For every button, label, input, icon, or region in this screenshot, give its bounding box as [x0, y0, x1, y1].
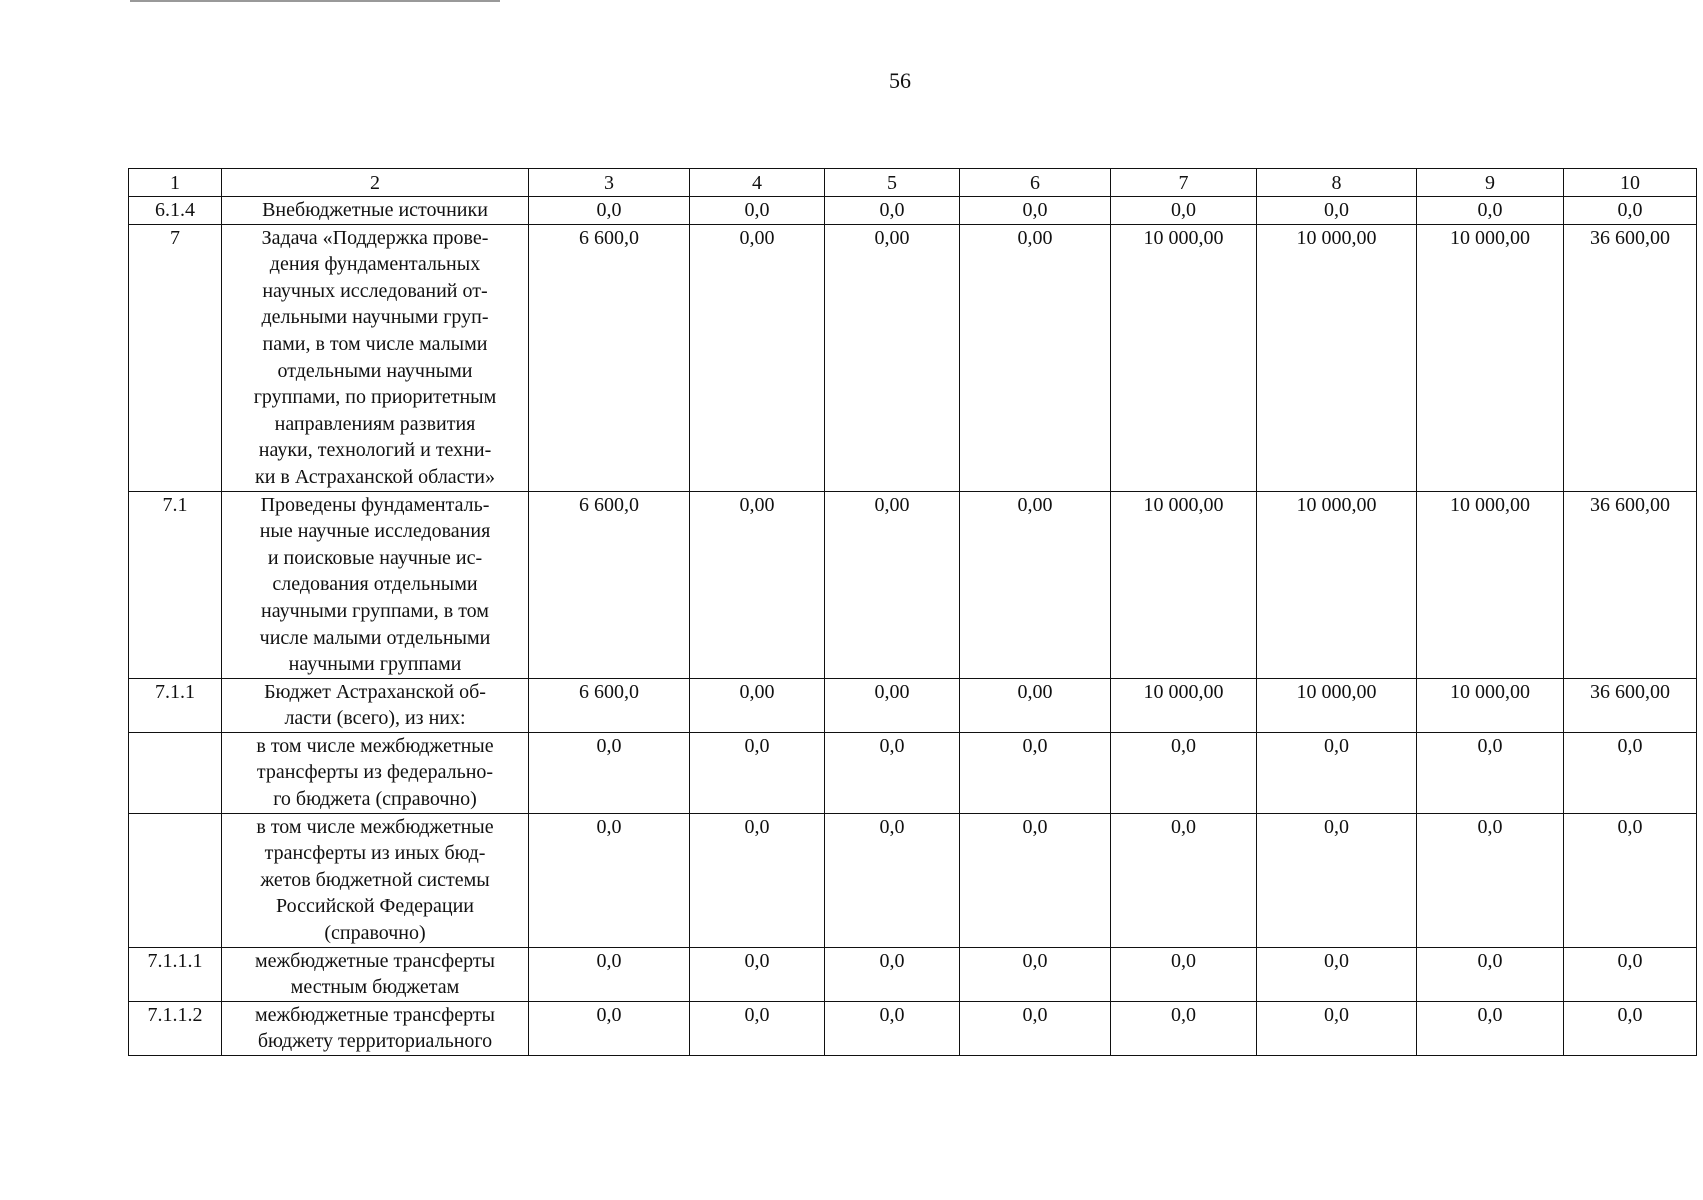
value-cell: 0,0: [1257, 732, 1417, 813]
value-cell: 0,0: [1564, 947, 1697, 1001]
value-cell: 0,0: [1417, 1001, 1564, 1055]
table-row: [129, 1001, 1697, 1055]
row-number-cell: [129, 813, 222, 947]
description-cell: [222, 678, 529, 732]
description-line: и поисковые научные ис-: [267, 546, 483, 569]
description-line: числе малыми отдельными: [259, 626, 491, 649]
description-line: науки, технологий и техни-: [258, 439, 492, 462]
description-line: Бюджет Астраханской об-: [264, 680, 486, 703]
description-line: ласти (всего), из них:: [284, 707, 466, 730]
value-cell: 0,0: [1111, 197, 1257, 225]
value-cell: 0,0: [825, 197, 960, 225]
value-cell: 0,0: [1417, 947, 1564, 1001]
description-line: Задача «Поддержка прове-: [261, 226, 489, 249]
description-cell: [222, 224, 529, 491]
header-cell: 1: [129, 169, 222, 197]
value-cell: 0,0: [690, 197, 825, 225]
value-cell: 0,0: [529, 197, 690, 225]
row-number-cell: 7.1.1: [129, 678, 222, 732]
value-cell: 0,0: [1564, 197, 1697, 225]
description-line: (справочно): [324, 922, 426, 945]
row-number-cell: [129, 732, 222, 813]
value-cell: 0,0: [690, 947, 825, 1001]
description-line: научными группами, в том: [261, 599, 489, 622]
value-cell: 0,0: [1257, 1001, 1417, 1055]
description-line: группами, по приоритетным: [253, 386, 497, 409]
value-cell: 10 000,00: [1417, 491, 1564, 678]
table-row: [129, 678, 1697, 732]
description-line: межбюджетные трансферты: [255, 949, 495, 972]
value-cell: 0,00: [690, 678, 825, 732]
value-cell: 0,0: [690, 732, 825, 813]
description-line: дения фундаментальных: [269, 253, 481, 276]
description-line: в том числе межбюджетные: [256, 734, 494, 757]
value-cell: 6 600,0: [529, 491, 690, 678]
description-line: го бюджета (справочно): [273, 788, 477, 811]
value-cell: 10 000,00: [1257, 678, 1417, 732]
value-cell: 0,00: [960, 678, 1111, 732]
row-number-cell: 6.1.4: [129, 197, 222, 225]
description-line: Внебюджетные источники: [262, 199, 488, 221]
value-cell: 0,0: [1257, 813, 1417, 947]
value-cell: 0,0: [1111, 947, 1257, 1001]
description-line: направлениям развития: [274, 412, 476, 435]
value-cell: 10 000,00: [1257, 224, 1417, 491]
row-number-cell: 7.1.1.2: [129, 1001, 222, 1055]
description-line: бюджету территориального: [257, 1030, 493, 1053]
value-cell: 10 000,00: [1111, 224, 1257, 491]
value-cell: 0,0: [960, 1001, 1111, 1055]
description-line: научных исследований от-: [262, 279, 488, 302]
header-cell: 2: [222, 169, 529, 197]
value-cell: 0,00: [690, 491, 825, 678]
value-cell: 0,00: [825, 491, 960, 678]
value-cell: 0,0: [1417, 813, 1564, 947]
table-row: [129, 491, 1697, 678]
value-cell: 36 600,00: [1564, 491, 1697, 678]
table-row: [129, 813, 1697, 947]
value-cell: 0,0: [529, 1001, 690, 1055]
value-cell: 0,0: [960, 947, 1111, 1001]
table-body: [129, 169, 1697, 1056]
value-cell: 0,0: [690, 813, 825, 947]
value-cell: 10 000,00: [1417, 224, 1564, 491]
description-cell: [222, 491, 529, 678]
budget-table: [128, 168, 1697, 1056]
table-row: [129, 224, 1697, 491]
value-cell: 0,0: [1111, 1001, 1257, 1055]
value-cell: 0,00: [960, 491, 1111, 678]
header-cell: 9: [1417, 169, 1564, 197]
value-cell: 0,0: [960, 732, 1111, 813]
description-line: ные научные исследования: [259, 520, 491, 543]
table-row: [129, 947, 1697, 1001]
description-line: Проведены фундаменталь-: [260, 493, 490, 516]
description-line: ки в Астраханской области»: [255, 465, 495, 488]
value-cell: 0,0: [960, 813, 1111, 947]
value-cell: 0,0: [1257, 947, 1417, 1001]
description-line: межбюджетные трансферты: [255, 1003, 495, 1026]
value-cell: 0,0: [1417, 732, 1564, 813]
description-line: пами, в том числе малыми: [262, 332, 488, 355]
header-cell: 10: [1564, 169, 1697, 197]
description-cell: [222, 813, 529, 947]
description-line: отдельными научными: [277, 359, 473, 382]
value-cell: 0,0: [1417, 197, 1564, 225]
description-line: Российской Федерации: [275, 895, 475, 918]
value-cell: 0,00: [825, 678, 960, 732]
value-cell: 0,0: [825, 813, 960, 947]
value-cell: 10 000,00: [1111, 491, 1257, 678]
description-line: жетов бюджетной системы: [260, 868, 490, 891]
header-cell: 3: [529, 169, 690, 197]
value-cell: 0,0: [1564, 813, 1697, 947]
description-line: трансферты из иных бюд-: [264, 842, 486, 865]
value-cell: 10 000,00: [1257, 491, 1417, 678]
page-number: 56: [889, 68, 911, 93]
header-cell: 5: [825, 169, 960, 197]
header-cell: 6: [960, 169, 1111, 197]
description-line: дельными научными груп-: [261, 306, 489, 329]
header-cell: 4: [690, 169, 825, 197]
description-cell: [222, 947, 529, 1001]
value-cell: 0,0: [690, 1001, 825, 1055]
top-rule: [130, 0, 500, 2]
value-cell: 0,00: [825, 224, 960, 491]
header-cell: 8: [1257, 169, 1417, 197]
value-cell: 6 600,0: [529, 678, 690, 732]
value-cell: 0,0: [529, 732, 690, 813]
value-cell: 0,0: [960, 197, 1111, 225]
description-line: следования отдельными: [272, 573, 478, 596]
description-cell: [222, 1001, 529, 1055]
header-cell: 7: [1111, 169, 1257, 197]
description-line: местным бюджетам: [290, 976, 460, 999]
table-row: [129, 197, 1697, 225]
value-cell: 0,0: [1564, 732, 1697, 813]
value-cell: 10 000,00: [1417, 678, 1564, 732]
value-cell: 0,0: [1564, 1001, 1697, 1055]
value-cell: 0,0: [529, 947, 690, 1001]
header-row: [129, 169, 1697, 197]
row-number-cell: 7.1.1.1: [129, 947, 222, 1001]
value-cell: 6 600,0: [529, 224, 690, 491]
value-cell: 0,00: [690, 224, 825, 491]
description-line: в том числе межбюджетные: [256, 815, 494, 838]
value-cell: 0,0: [825, 1001, 960, 1055]
value-cell: 0,0: [529, 813, 690, 947]
value-cell: 36 600,00: [1564, 224, 1697, 491]
value-cell: 0,0: [825, 732, 960, 813]
value-cell: 0,0: [1111, 732, 1257, 813]
value-cell: 10 000,00: [1111, 678, 1257, 732]
value-cell: 0,00: [960, 224, 1111, 491]
value-cell: 0,0: [1111, 813, 1257, 947]
row-number-cell: 7: [129, 224, 222, 491]
description-cell: [222, 197, 529, 225]
value-cell: 36 600,00: [1564, 678, 1697, 732]
description-line: трансферты из федерально-: [256, 761, 494, 784]
row-number-cell: 7.1: [129, 491, 222, 678]
table-row: [129, 732, 1697, 813]
value-cell: 0,0: [1257, 197, 1417, 225]
description-line: научными группами: [288, 653, 462, 676]
description-cell: [222, 732, 529, 813]
value-cell: 0,0: [825, 947, 960, 1001]
